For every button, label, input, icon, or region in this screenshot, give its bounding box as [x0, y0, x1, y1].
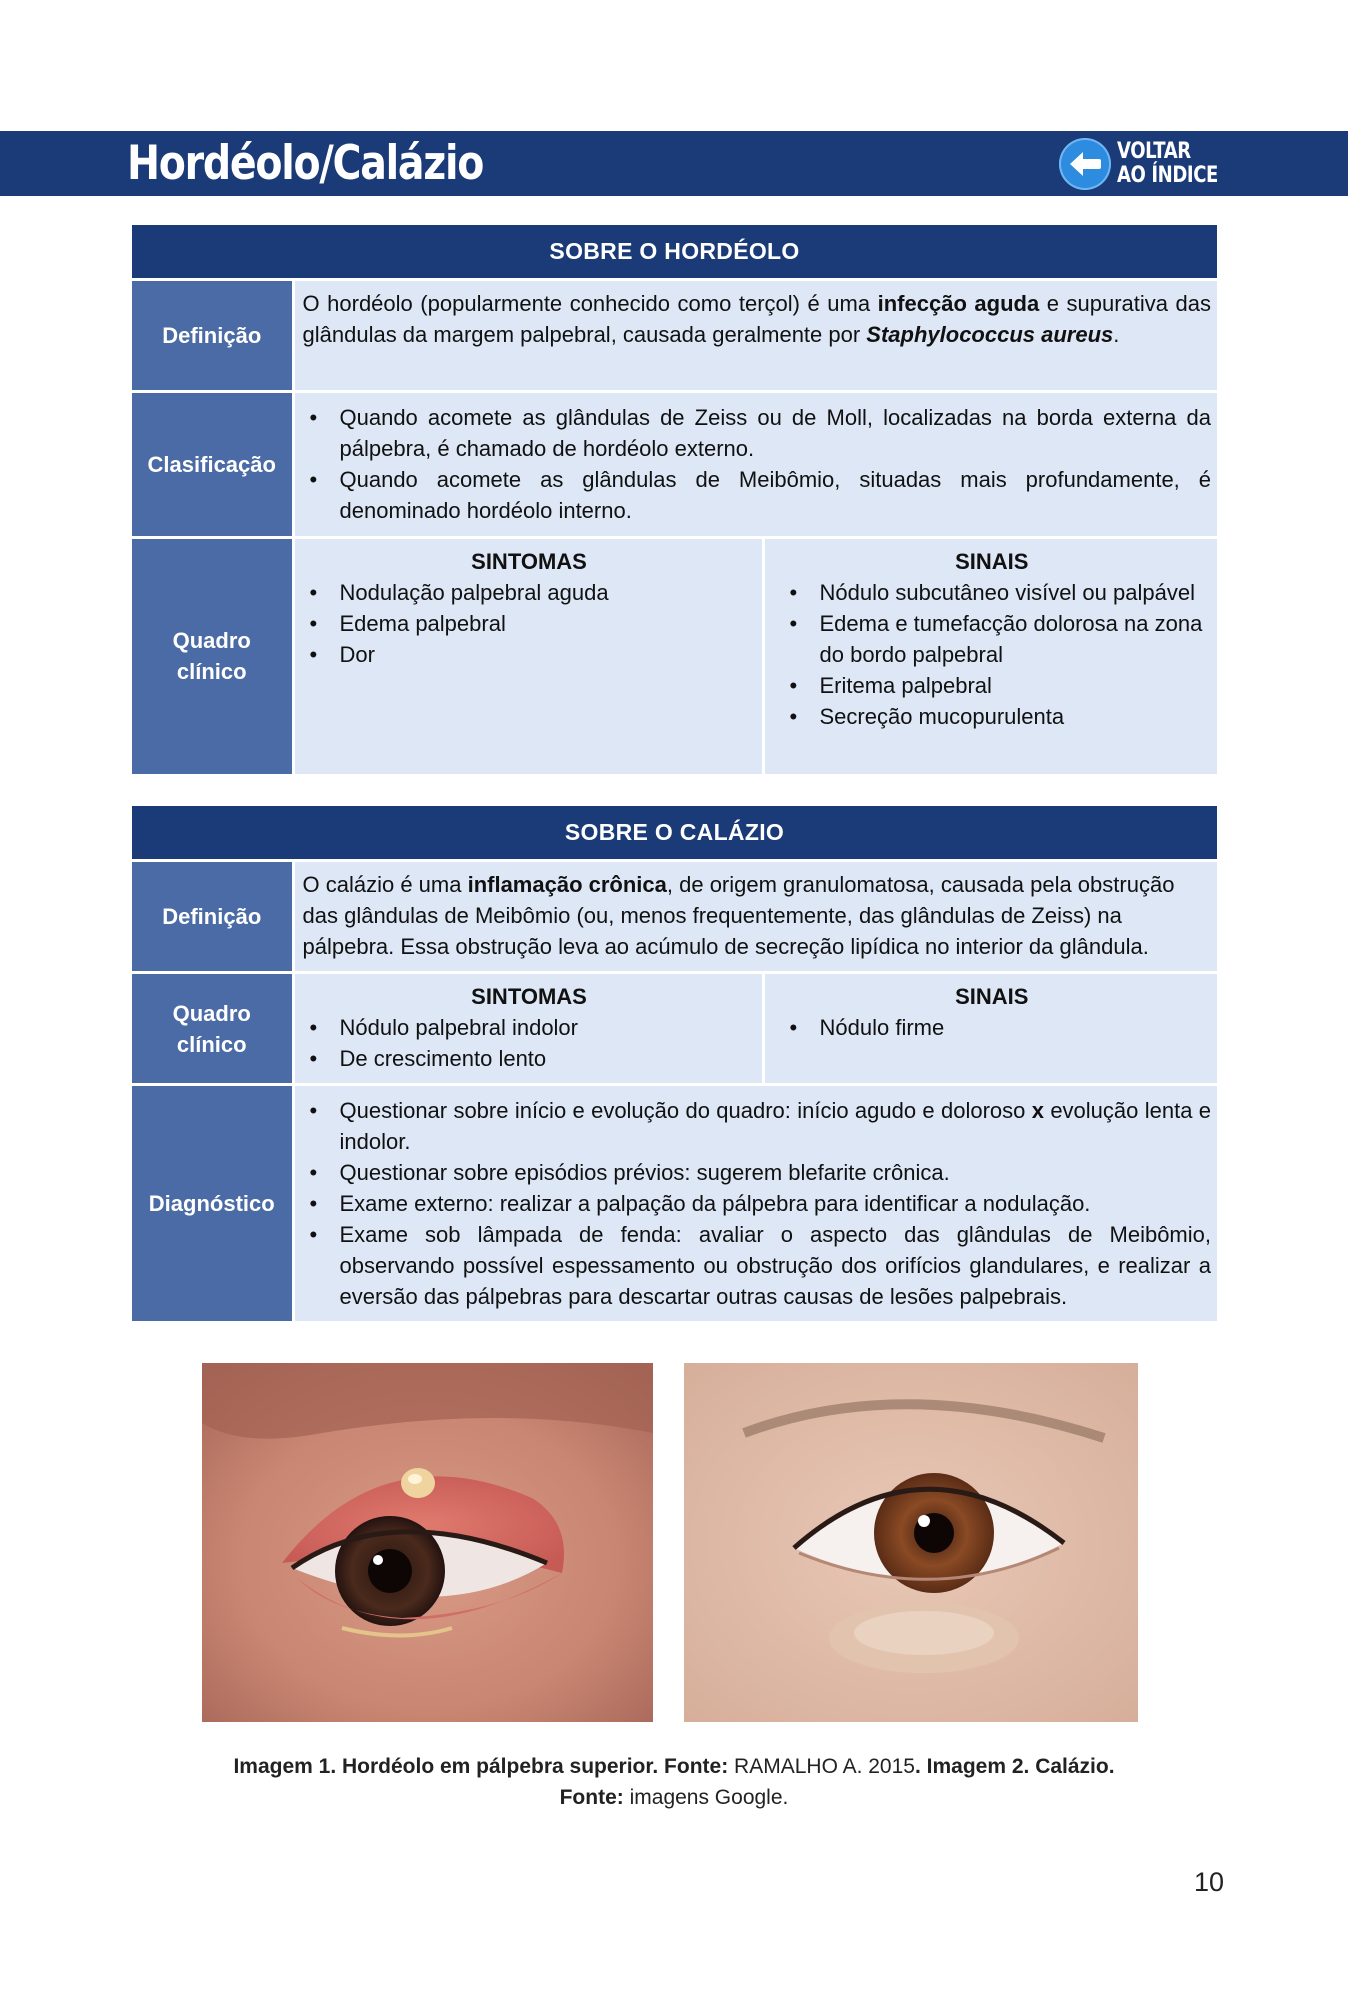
chalazion-photo [684, 1363, 1138, 1722]
list-item: • Nódulo palpebral indolor [340, 1012, 756, 1043]
back-to-index-button[interactable] [1059, 136, 1240, 191]
diagnosis-cell [293, 1085, 1217, 1321]
hordeolum-photo [202, 1363, 653, 1722]
figure-caption: Imagem 1. Hordéolo em pálpebra superior. Fonte: RAMALHO A. 2015. Imagem 2. Calázio. Fonte: imagens Google. [233, 1755, 1115, 1809]
hordeolo-table [132, 225, 1217, 774]
list-item: • Nodulação palpebral aguda [340, 577, 756, 608]
list-item: • Edema palpebral [340, 608, 756, 639]
row-label-classificacao: Clasificação [132, 392, 293, 538]
signs-heading: SINAIS [955, 984, 1029, 1009]
section-title: SOBRE O HORDÉOLO [132, 225, 1217, 280]
signs-cell [763, 973, 1217, 1085]
back-button-label: VOLTAR AO ÍNDICE [1117, 138, 1218, 188]
list-item: • Eritema palpebral [820, 670, 1212, 701]
definition-text: O calázio é uma inflamação crônica, de origem granulomatosa, causada pela obstrução das glândulas de Meibômio (ou, menos frequentemente, das glândulas de Zeiss) na pálpebra. Essa obstrução leva ao acúmulo de secreção lipídica no interior da glândula. [293, 861, 1217, 973]
list-item: • Nódulo firme [820, 1012, 1212, 1043]
symptoms-cell [293, 538, 763, 774]
list-item: • Questionar sobre início e evolução do quadro: início agudo e doloroso x evolução lenta e indolor. [340, 1095, 1212, 1157]
signs-cell [763, 538, 1217, 774]
list-item: • Secreção mucopurulenta [820, 701, 1212, 732]
row-label-definicao: Definição [132, 280, 293, 392]
page-number: 10 [1193, 1867, 1224, 1897]
classification-cell [293, 392, 1217, 538]
symptoms-heading: SINTOMAS [471, 984, 587, 1009]
row-label-quadro-clinico: Quadro clínico [132, 538, 293, 774]
list-item: • Quando acomete as glândulas de Zeiss ou de Moll, localizadas na borda externa da pálpebra, é chamado de hordéolo externo. [340, 402, 1212, 464]
page-title: Hordéolo/Calázio [127, 136, 484, 191]
calazio-table [132, 806, 1217, 1321]
section-title: SOBRE O CALÁZIO [132, 806, 1217, 861]
signs-heading: SINAIS [955, 549, 1029, 574]
back-arrow-icon [1059, 138, 1111, 190]
list-item: • Exame sob lâmpada de fenda: avaliar o aspecto das glândulas de Meibômio, observando possível espessamento ou obstrução dos orifícios glandulares, e realizar a eversão das pálpebras para descartar outras causas de lesões palpebrais. [340, 1219, 1212, 1312]
list-item: • Questionar sobre episódios prévios: sugerem blefarite crônica. [340, 1157, 1212, 1188]
list-item: • De crescimento lento [340, 1043, 756, 1074]
row-label-definicao: Definição [132, 861, 293, 973]
list-item: • Quando acomete as glândulas de Meibômio, situadas mais profundamente, é denominado hordéolo interno. [340, 464, 1212, 526]
row-label-quadro-clinico: Quadro clínico [132, 973, 293, 1085]
photo-row [202, 1363, 1138, 1722]
list-item: • Exame externo: realizar a palpação da pálpebra para identificar a nodulação. [340, 1188, 1212, 1219]
definition-text: O hordéolo (popularmente conhecido como terçol) é uma infecção aguda e supurativa das glândulas da margem palpebral, causada geralmente por Staphylococcus aureus. [293, 280, 1217, 392]
row-label-diagnostico: Diagnóstico [132, 1085, 293, 1321]
list-item: • Edema e tumefacção dolorosa na zona do bordo palpebral [820, 608, 1212, 670]
list-item: • Nódulo subcutâneo visível ou palpável [820, 577, 1212, 608]
title-bar [0, 131, 1348, 196]
symptoms-heading: SINTOMAS [471, 549, 587, 574]
symptoms-cell [293, 973, 763, 1085]
list-item: • Dor [340, 639, 756, 670]
